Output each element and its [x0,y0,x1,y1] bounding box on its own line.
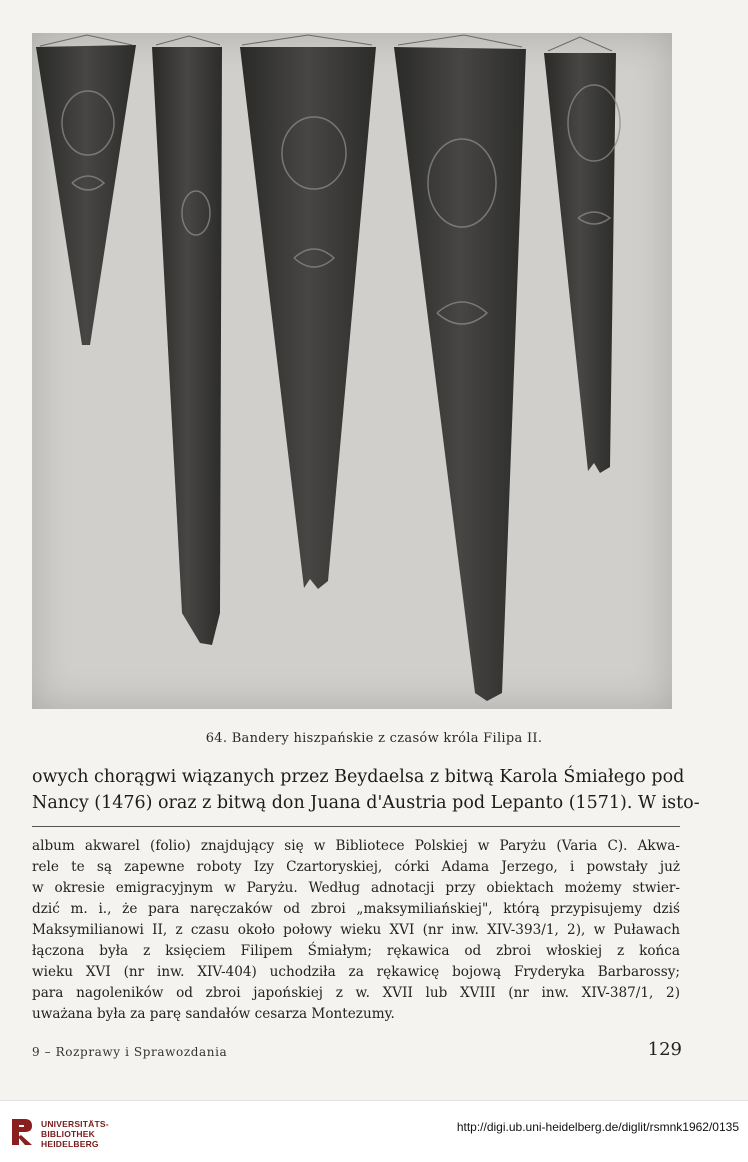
permalink-url[interactable]: http://digi.ub.uni-heidelberg.de/diglit/rsmnk1962/0135 [456,1120,739,1134]
body-text-line-2: Nancy (1476) oraz z bitwą don Juana d'Austria pod Lepanto (1571). W isto- [32,793,700,813]
footnote-line-4: dzić m. i., że para naręczaków od zbroi „maksymiliańskiej", którą przypisujemy dziś [32,901,680,917]
footnote-line-1: album akwarel (folio) znajdujący się w Bibliotece Polskiej w Paryżu (Varia C). Akwa- [32,838,680,854]
footnote-line-6: łączona była z księciem Filipem Śmiałym; rękawica od zbroi włoskiej z końca [32,943,680,959]
footnote-line-7: wieku XVI (nr inw. XIV-404) uchodziła za rękawicę bojową Fryderyka Barbarossy; [32,964,680,980]
pennant-1 [36,45,136,345]
logo-line-1: UNIVERSITÄTS- [41,1119,109,1129]
pennant-5 [544,53,616,473]
viewer-footer [0,1100,748,1162]
pennant-2 [152,47,222,645]
pennant-4 [394,47,526,701]
running-footer-signature: 9 – Rozprawy i Sprawozdania [32,1045,228,1059]
page-number: 129 [647,1039,682,1060]
banners-photograph [32,33,672,709]
footnote-divider [32,826,680,827]
logo-line-2: BIBLIOTHEK [41,1129,95,1139]
university-library-logo-icon[interactable] [9,1115,35,1149]
footnote-line-2: rele te są zapewne roboty Izy Czartoryskiej, córki Adama Jerzego, i powstały już [32,859,680,875]
footnote-line-9: uważana była za parę sandałów cesarza Montezumy. [32,1006,395,1022]
footnote-line-8: para nagoleników od zbroi japońskiej z w. XVII lub XVIII (nr inw. XIV-387/1, 2) [32,985,680,1001]
pennant-3 [240,47,376,589]
footnote-line-3: w okresie emigracyjnym w Paryżu. Według adnotacji przy obiektach możemy stwier- [32,880,680,896]
figure-caption: 64. Bandery hiszpańskie z czasów króla Filipa II. [205,731,543,746]
footnote-line-5: Maksymilianowi II, z czasu około połowy wieku XVI (nr inw. XIV-393/1, 2), w Puławach [32,922,680,938]
library-logo-text[interactable] [41,1119,109,1149]
logo-line-3: HEIDELBERG [41,1139,99,1149]
body-text-line-1: owych chorągwi wiązanych przez Beydaelsa z bitwą Karola Śmiałego pod [32,767,685,787]
pennants-illustration [32,33,672,709]
